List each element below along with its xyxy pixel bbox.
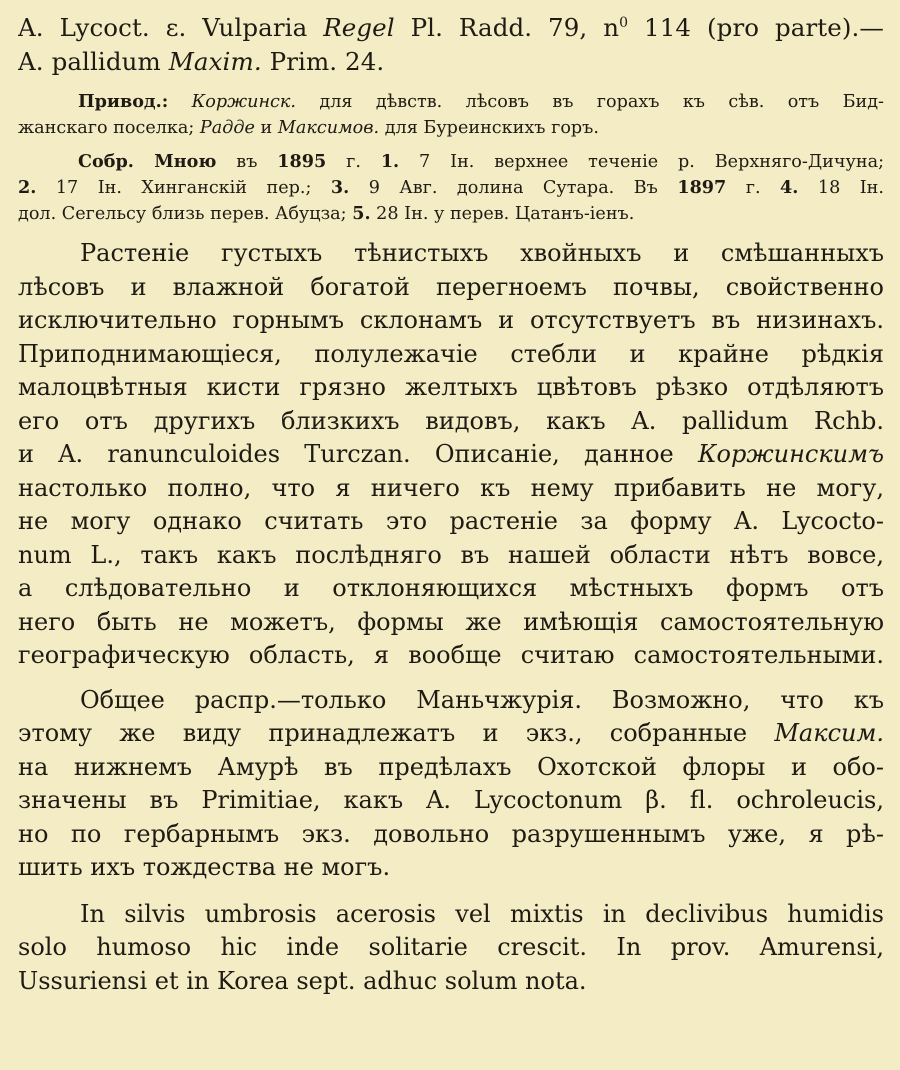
description-paragraph bbox=[18, 237, 884, 673]
paragraph-text: и A. ranunculoides Turczan. Описаніе, данное bbox=[18, 440, 698, 469]
collection-number: 1. bbox=[380, 151, 400, 173]
paragraph-line bbox=[18, 438, 884, 472]
paragraph-line: лѣсовъ и влажной богатой перегноемъ почвы, свойственно bbox=[18, 272, 884, 301]
latin-summary-paragraph bbox=[18, 898, 884, 999]
synonym-author: Regel bbox=[323, 13, 395, 43]
paragraph-line: исключительно горнымъ склонамъ и отсутствуетъ въ низинахъ. bbox=[18, 306, 884, 335]
synonym-line-2 bbox=[18, 45, 884, 79]
collection-text: 17 Iн. Хинганскій пер.; bbox=[36, 178, 331, 199]
citations-label: Привод.: bbox=[78, 91, 169, 113]
synonym-author: Maxim. bbox=[168, 47, 262, 77]
collection-text: дол. Сегельсу близь перев. Абуцза; bbox=[18, 204, 353, 225]
collection-text: 7 Iн. верхнее теченіе р. Верхняго-Дичуна; bbox=[399, 152, 884, 173]
paragraph-author: Максим. bbox=[774, 719, 884, 748]
distribution-paragraph bbox=[18, 684, 884, 885]
collection-line-1 bbox=[18, 149, 884, 175]
paragraph-line: In silvis umbrosis acerosis vel mixtis in declivibus humidis bbox=[80, 899, 884, 928]
paragraph-line: но по гербарнымъ экз. довольно разрушеннымъ уже, я рѣ- bbox=[18, 819, 884, 848]
paragraph-line: Растеніе густыхъ тѣнистыхъ хвойныхъ и смѣшанныхъ bbox=[80, 239, 884, 268]
paragraph-line: на нижнемъ Амурѣ въ предѣлахъ Охотской флоры и обо- bbox=[18, 752, 884, 781]
collection-number: 2. bbox=[18, 177, 37, 199]
paragraph-line: шить ихъ тождества не могъ. bbox=[18, 853, 391, 882]
paragraph-line: Приподнимающіеся, полулежачіе стебли и крайне рѣдкія bbox=[18, 339, 884, 368]
document-page bbox=[18, 6, 884, 998]
citation-author: Коржинск. bbox=[191, 92, 296, 113]
collection-text: г. bbox=[726, 178, 781, 199]
citations-block bbox=[18, 89, 884, 141]
paragraph-text: этому же виду принадлежатъ и экз., собранные bbox=[18, 719, 775, 748]
paragraph-line: малоцвѣтныя кисти грязно желтыхъ цвѣтовъ рѣзко отдѣляютъ bbox=[18, 373, 884, 402]
paragraph-line: не могу однако считать это растеніе за форму A. Lycocto- bbox=[18, 507, 884, 536]
collection-line-3 bbox=[18, 201, 884, 227]
collections-label: Собр. Мною bbox=[78, 151, 217, 173]
collection-year: 1897 bbox=[677, 177, 727, 199]
collection-line-2 bbox=[18, 175, 884, 201]
superscript: 0 bbox=[619, 15, 629, 31]
synonym-line-1 bbox=[18, 6, 884, 45]
citation-text: и bbox=[254, 118, 278, 139]
collection-text: 28 Iн. у перев. Цатанъ-iенъ. bbox=[370, 204, 635, 225]
paragraph-line: настолько полно, что я ничего къ нему прибавить не могу, bbox=[18, 473, 884, 502]
synonyms-block bbox=[18, 6, 884, 79]
collection-text: въ bbox=[216, 152, 278, 173]
citation-author: Максимов. bbox=[277, 118, 380, 139]
paragraph-author: Коржинскимъ bbox=[697, 440, 884, 469]
collection-number: 4. bbox=[780, 177, 799, 199]
citation-line-1 bbox=[18, 89, 884, 115]
paragraph-line: solo humoso hic inde solitarie crescit. In prov. Amurensi, bbox=[18, 933, 884, 962]
citation-author: Радде bbox=[199, 118, 255, 139]
synonym-text: Prim. 24. bbox=[261, 47, 385, 77]
synonym-text: A. pallidum bbox=[18, 47, 169, 77]
collection-year: 1895 bbox=[277, 151, 327, 173]
collection-number: 5. bbox=[352, 203, 371, 225]
paragraph-line bbox=[18, 717, 884, 751]
paragraph-line: а слѣдовательно и отклоняющихся мѣстныхъ формъ отъ bbox=[18, 574, 884, 603]
paragraph-line: num L., такъ какъ послѣдняго въ нашей области нѣтъ вовсе, bbox=[18, 540, 884, 569]
paragraph-line: значены въ Primitiae, какъ A. Lycoctonum β. fl. ochroleucis, bbox=[18, 786, 884, 815]
synonym-text: 114 (pro parte).— bbox=[628, 13, 884, 43]
collection-text: 9 Авг. долина Сутара. Въ bbox=[349, 178, 678, 199]
collections-block bbox=[18, 149, 884, 227]
paragraph-line: него быть не можетъ, формы же имѣющія самостоятельную bbox=[18, 607, 884, 636]
paragraph-line: его отъ другихъ близкихъ видовъ, какъ A. pallidum Rchb. bbox=[18, 406, 884, 435]
synonym-text: Pl. Radd. 79, n bbox=[394, 13, 620, 43]
paragraph-line: Общее распр.—только Маньчжурія. Возможно, что къ bbox=[80, 685, 884, 714]
citation-text: жанскаго поселка; bbox=[18, 118, 200, 139]
collection-text: 18 Iн. bbox=[798, 178, 884, 199]
citation-text: для дѣвств. лѣсовъ въ горахъ къ сѣв. отъ Бид- bbox=[296, 92, 884, 113]
collection-number: 3. bbox=[330, 177, 350, 199]
synonym-text: A. Lycoct. ε. Vulparia bbox=[18, 13, 324, 43]
citation-text: для Буреинскихъ горъ. bbox=[379, 118, 599, 139]
citation-line-2 bbox=[18, 115, 884, 141]
paragraph-line: Ussuriensi et in Korea sept. adhuc solum nota. bbox=[18, 966, 587, 995]
paragraph-line: географическую область, я вообще считаю самостоятельными. bbox=[18, 641, 884, 670]
collection-text: г. bbox=[326, 152, 381, 173]
